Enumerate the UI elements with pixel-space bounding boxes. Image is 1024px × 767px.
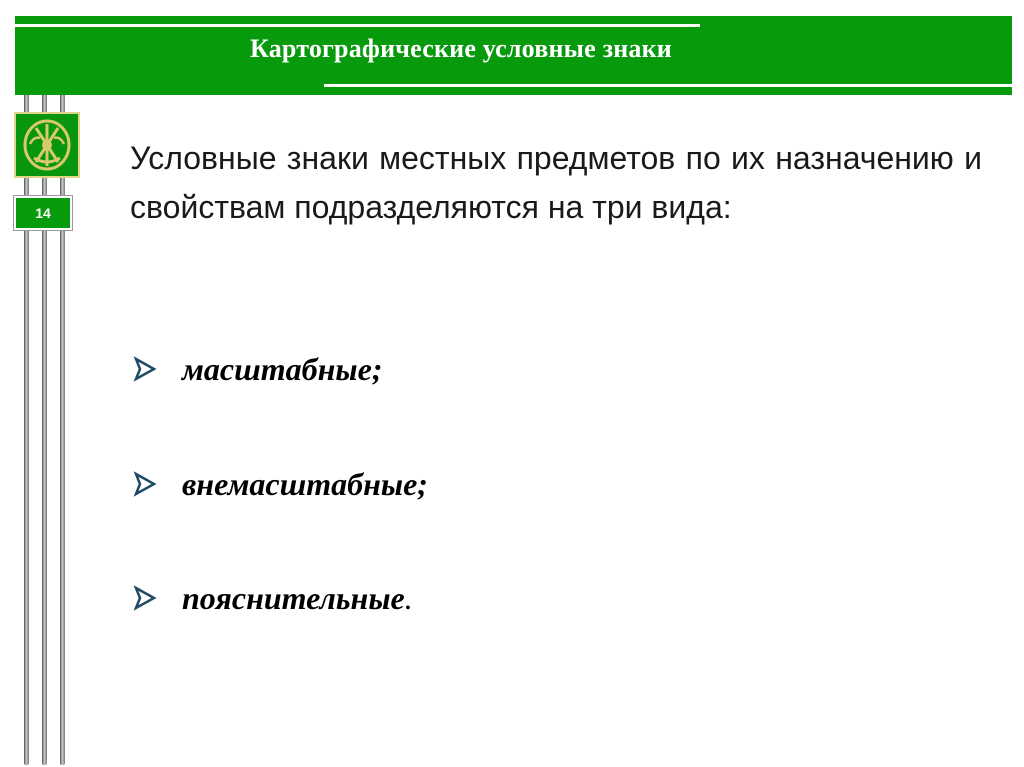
arrow-bullet-icon <box>130 578 170 618</box>
list-item <box>130 349 382 389</box>
list-item <box>130 464 428 504</box>
arrow-bullet-icon <box>130 464 170 504</box>
header-divider-top <box>15 24 700 27</box>
bullet-label: внемасштабные; <box>182 465 428 502</box>
page-number-badge: 14 <box>14 196 72 230</box>
header-divider-bottom <box>324 84 1014 87</box>
list-item <box>130 578 413 618</box>
intro-paragraph: Условные знаки местных предметов по их назначению и свойствам подразделяются на три вида: <box>130 140 982 225</box>
bullet-label-text: пояснительные <box>182 579 405 616</box>
military-emblem-icon <box>14 112 80 178</box>
bullet-label: масштабные; <box>182 350 383 387</box>
slide-title: Картографические условные знаки <box>250 34 672 63</box>
bullet-label <box>182 580 413 617</box>
arrow-bullet-icon <box>130 349 170 389</box>
bullet-label-suffix: . <box>404 579 413 616</box>
